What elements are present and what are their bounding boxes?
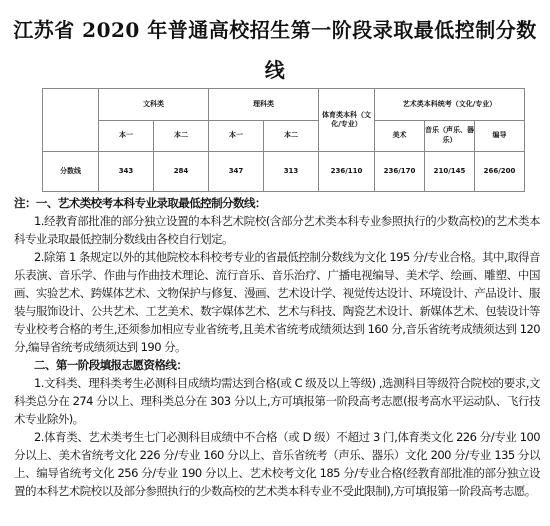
document-title-line2: 线: [264, 58, 286, 82]
subheader-wenke-ben1: 本一: [99, 120, 154, 152]
notes-heading-2: 二、第一阶段填报志愿资格线：: [34, 358, 188, 372]
value-wenke-ben2: 284: [154, 152, 209, 192]
subheader-like-ben1: 本一: [209, 120, 264, 152]
subheader-like-ben2: 本二: [264, 120, 319, 152]
subheader-wenke-ben2: 本二: [154, 120, 209, 152]
notes-paragraph-4: 2.体育类、艺术类考生七门必测科目成绩中不合格（或 D 级）不超过 3 门,体育类文化 226 分/专业 100 分以上、美术省统考文化 226 分/专业 160 分以上、音乐省统考（声乐、器乐）文化 200 分/专业 135 分以上、编导省统考文化 256 分/专业 190 分以上、艺术校考文化 185 分/专业合格(经教育部批准的部分独立设置的本科艺术院校以及部分参照执行的少数高校的艺术类本科专业不受此限制),方可填报第一阶段高考志愿。: [14, 430, 540, 498]
score-table: [42, 88, 525, 192]
notes-paragraph-3: 1.文科类、理科类考生必测科目成绩均需达到合格(或 C 级及以上等级) ,选测科目等级符合院校的要求,文科类总分在 274 分以上、理科类总分在 303 分以上,方可填报第一阶段高考志愿(报考高水平运动队、飞行技术专业除外)。: [14, 376, 540, 426]
document-title-line1: 江苏省 2020 年普通高校招生第一阶段录取最低控制分数: [13, 18, 537, 42]
header-wenke: 文科类: [99, 89, 209, 121]
value-yinyue: 210/145: [425, 152, 475, 192]
header-tiyu: 体育类本科（文化/专业）: [319, 89, 375, 152]
value-tiyu: 236/110: [319, 152, 375, 192]
value-like-ben1: 347: [209, 152, 264, 192]
notes-section: [14, 194, 540, 500]
subheader-biandao: 编导: [475, 120, 525, 152]
notes-heading-1: 注：一、艺术类校考本科专业录取最低控制分数线：: [14, 196, 266, 210]
subheader-yinyue: 音乐（声乐、器乐）: [425, 120, 475, 152]
table-corner-cell: [43, 89, 99, 152]
value-wenke-ben1: 343: [99, 152, 154, 192]
row-label-fenshuxian: 分数线: [43, 152, 99, 192]
subheader-meishu: 美术: [375, 120, 425, 152]
header-like: 理科类: [209, 89, 319, 121]
notes-paragraph-2: 2.除第 1 条规定以外的其他院校本科校考专业的省最低控制分数线为文化 195 分/专业合格。其中,取得音乐表演、音乐学、作曲与作曲技术理论、流行音乐、音乐治疗、广播电视编导、美术学、绘画、雕塑、中国画、实验艺术、跨媒体艺术、文物保护与修复、漫画、艺术设计学、视觉传达设计、环境设计、产品设计、服装与服饰设计、公共艺术、工艺美术、数字媒体艺术、艺术与科技、陶瓷艺术设计、新媒体艺术、包装设计等专业校考合格的考生,还须参加相应专业省统考,且美术省统考成绩须达到 160 分,音乐省统考成绩须达到 120 分,编导省统考成绩须达到 190 分。: [14, 250, 540, 354]
value-like-ben2: 313: [264, 152, 319, 192]
header-yishu: 艺术类本科统考（文化/专业）: [375, 89, 525, 121]
value-meishu: 236/170: [375, 152, 425, 192]
value-biandao: 266/200: [475, 152, 525, 192]
notes-paragraph-1: 1.经教育部批准的部分独立设置的本科艺术院校(含部分艺术类本科专业参照执行的少数高校)的艺术类本科专业录取最低控制分数线由各校自行划定。: [14, 214, 540, 246]
